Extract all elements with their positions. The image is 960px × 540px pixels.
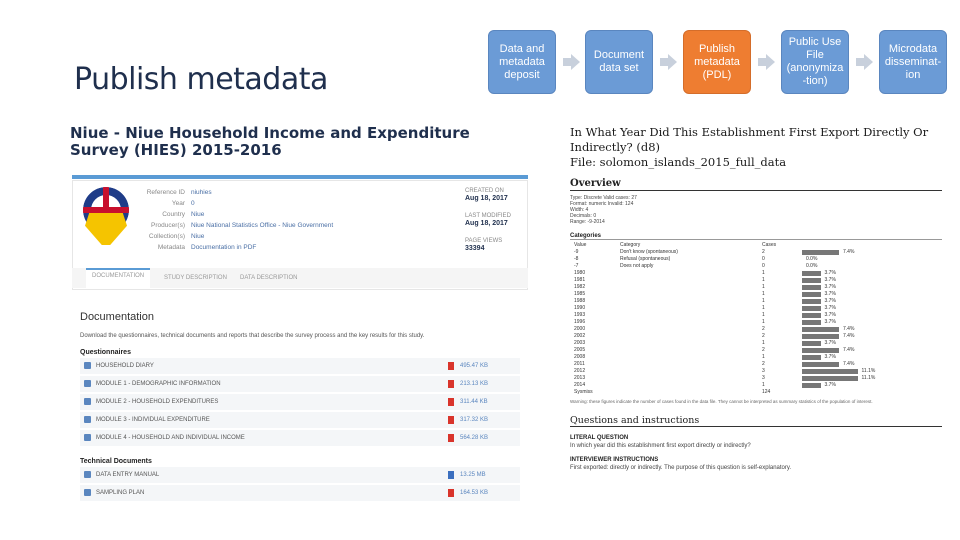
- document-icon: [84, 416, 91, 423]
- table-row: 2011 2 7.4%: [574, 361, 855, 367]
- technical-documents-heading: Technical Documents: [80, 458, 152, 465]
- list-item[interactable]: MODULE 4 - HOUSEHOLD AND INDIVIDUAL INCOME 564.28 KB: [80, 430, 520, 446]
- table-row: 1980 1 3.7%: [574, 270, 836, 276]
- percent-label: 0.0%: [806, 256, 818, 262]
- list-item[interactable]: HOUSEHOLD DIARY 495.47 KB: [80, 358, 520, 374]
- percent-label: 7.4%: [843, 333, 855, 339]
- percent-bar: [802, 383, 821, 388]
- interviewer-instructions-text: First exported: directly or indirectly. The purpose of this question is self-explanatory.: [570, 465, 792, 471]
- variable-stats: Type: Discrete Valid cases: 27 Format: numeric Invalid: 124 Width: 4 Decimals: 0 Range: -9-2014: [570, 195, 637, 225]
- literal-question-text: In which year did this establishment first export directly or indirectly?: [570, 443, 751, 449]
- pdf-icon: [448, 434, 454, 442]
- percent-bar: [802, 250, 839, 255]
- percent-bar: [802, 327, 839, 332]
- step-document-data-set: Document data set: [585, 30, 653, 94]
- table-row: 2000 2 7.4%: [574, 326, 855, 332]
- list-item[interactable]: DATA ENTRY MANUAL 13.25 MB: [80, 467, 520, 483]
- percent-bar: [802, 355, 821, 360]
- accent-bar: [72, 175, 528, 179]
- table-row: 1985 1 3.7%: [574, 291, 836, 297]
- variable-page: [570, 125, 950, 525]
- pdf-documentation-link[interactable]: Documentation in PDF: [191, 244, 257, 251]
- step-data-deposit: Data and metadata deposit: [488, 30, 556, 94]
- categories-table: [570, 242, 950, 396]
- table-row: Sysmiss 124: [574, 389, 771, 395]
- percent-bar: [802, 292, 821, 297]
- slide-title: Publish metadata: [74, 62, 328, 97]
- questions-instructions-heading: Questions and instructions: [570, 415, 942, 427]
- variable-question: In What Year Did This Establishment First Export Directly Or Indirectly? (d8): [570, 125, 929, 154]
- percent-bar: [802, 278, 821, 283]
- percent-bar: [802, 369, 858, 374]
- table-row: 1996 1 3.7%: [574, 319, 836, 325]
- table-row: -8 Refusal (spontaneous) 0 0.0%: [574, 256, 818, 262]
- list-item[interactable]: MODULE 2 - HOUSEHOLD EXPENDITURES 311.44 KB: [80, 394, 520, 410]
- table-row: 1993 1 3.7%: [574, 312, 836, 318]
- table-row: 2013 3 11.1%: [574, 375, 876, 381]
- percent-bar: [802, 285, 821, 290]
- percent-label: 7.4%: [843, 361, 855, 367]
- catalog-study-page: [70, 125, 530, 520]
- percent-bar: [802, 334, 839, 339]
- overview-heading: Overview: [570, 178, 942, 191]
- word-doc-icon: [448, 471, 454, 479]
- percent-label: 3.7%: [824, 305, 836, 311]
- study-title: Niue - Niue Household Income and Expenditure Survey (HIES) 2015-2016: [70, 125, 470, 159]
- percent-label: 0.0%: [806, 263, 818, 269]
- percent-bar: [802, 376, 858, 381]
- percent-label: 3.7%: [824, 277, 836, 283]
- percent-label: 3.7%: [824, 291, 836, 297]
- table-row: 1982 1 3.7%: [574, 284, 836, 290]
- percent-label: 3.7%: [824, 340, 836, 346]
- table-row: 1990 1 3.7%: [574, 305, 836, 311]
- percent-label: 3.7%: [824, 354, 836, 360]
- study-metadata: Reference ID niuhies Year 0 Country Niue Producer(s) Niue National Statistics Office - Niue Government Collection(s) Niue Metadata Documentation in PDF: [146, 189, 334, 251]
- percent-label: 7.4%: [843, 347, 855, 353]
- percent-label: 11.1%: [861, 368, 876, 374]
- percent-label: 7.4%: [843, 249, 855, 255]
- document-icon: [84, 489, 91, 496]
- document-icon: [84, 380, 91, 387]
- pdf-icon: [448, 398, 454, 406]
- tab-documentation[interactable]: DOCUMENTATION: [86, 268, 150, 288]
- percent-label: 3.7%: [824, 382, 836, 388]
- percent-bar: [802, 299, 821, 304]
- table-row: 2008 1 3.7%: [574, 354, 836, 360]
- percent-label: 3.7%: [824, 319, 836, 325]
- table-row: -7 Does not apply 0 0.0%: [574, 263, 818, 269]
- table-row: 2005 2 7.4%: [574, 347, 855, 353]
- list-item[interactable]: SAMPLING PLAN 164.53 KB: [80, 485, 520, 501]
- percent-bar: [802, 313, 821, 318]
- literal-question-label: LITERAL QUESTION: [570, 435, 629, 441]
- categories-heading: Categories: [570, 233, 942, 240]
- pdf-icon: [448, 362, 454, 370]
- percent-label: 3.7%: [824, 298, 836, 304]
- variable-file: File: solomon_islands_2015_full_data: [570, 155, 787, 169]
- percent-bar: [802, 341, 821, 346]
- study-dates: CREATED ON Aug 18, 2017 LAST MODIFIED Aug 18, 2017 PAGE VIEWS 33394: [465, 188, 511, 252]
- percent-bar: [802, 271, 821, 276]
- step-microdata-dissemination: Microdata disseminat-ion: [879, 30, 947, 94]
- tab-study-description[interactable]: STUDY DESCRIPTION: [164, 275, 227, 281]
- table-row: 2014 1 3.7%: [574, 382, 836, 388]
- percent-label: 11.1%: [861, 375, 876, 381]
- percent-label: 3.7%: [824, 312, 836, 318]
- table-row: -9 Don't know (spontaneous) 2 7.4%: [574, 249, 855, 255]
- document-icon: [84, 471, 91, 478]
- cases-warning: Warning: these figures indicate the number of cases found in the data file. They cannot be interpreted as summary statistics of the population of interest.: [570, 399, 873, 404]
- list-item[interactable]: MODULE 1 - DEMOGRAPHIC INFORMATION 213.13 KB: [80, 376, 520, 392]
- step-publish-metadata: Publish metadata (PDL): [683, 30, 751, 94]
- tab-data-description[interactable]: DATA DESCRIPTION: [240, 275, 298, 281]
- percent-label: 3.7%: [824, 284, 836, 290]
- table-header: Value Category Cases: [574, 242, 777, 248]
- pdf-icon: [448, 380, 454, 388]
- list-item[interactable]: MODULE 3 - INDIVIDUAL EXPENDITURE 317.32 KB: [80, 412, 520, 428]
- percent-bar: [802, 320, 821, 325]
- percent-label: 7.4%: [843, 326, 855, 332]
- table-row: 1981 1 3.7%: [574, 277, 836, 283]
- step-public-use-file: Public Use File (anonymiza -tion): [781, 30, 849, 94]
- percent-label: 3.7%: [824, 270, 836, 276]
- questionnaires-heading: Questionnaires: [80, 349, 131, 356]
- table-row: 1988 1 3.7%: [574, 298, 836, 304]
- study-tabs: [72, 268, 528, 288]
- pdf-icon: [448, 489, 454, 497]
- table-row: 2002 2 7.4%: [574, 333, 855, 339]
- percent-bar: [802, 348, 839, 353]
- interviewer-instructions-label: INTERVIEWER INSTRUCTIONS: [570, 457, 659, 463]
- percent-bar: [802, 362, 839, 367]
- document-icon: [84, 434, 91, 441]
- pdf-icon: [448, 416, 454, 424]
- documentation-heading: Documentation: [80, 311, 154, 323]
- percent-bar: [802, 306, 821, 311]
- documentation-section: [80, 311, 520, 501]
- table-row: 2003 1 3.7%: [574, 340, 836, 346]
- document-icon: [84, 362, 91, 369]
- document-icon: [84, 398, 91, 405]
- documentation-intro: Download the questionnaires, technical documents and reports that describe the survey process and the key results for this study.: [80, 333, 425, 339]
- table-row: 2012 3 11.1%: [574, 368, 876, 374]
